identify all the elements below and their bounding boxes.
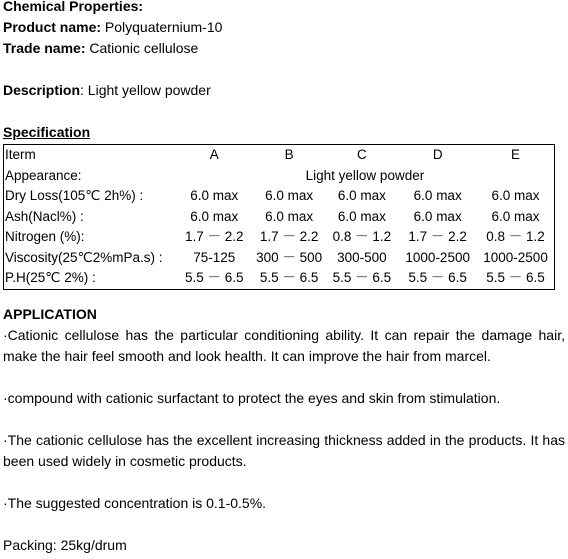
spec-appearance-value: Light yellow powder [305,167,425,183]
spec-row-nitrogen [4,227,555,248]
spec-row-label: Appearance: [5,167,82,183]
specification-table [3,144,555,290]
spec-cell: 1000-2500 [483,249,548,265]
spacer [3,101,565,122]
spacer [3,514,565,535]
document-page [3,0,565,556]
spec-cell: 6.0 max [491,188,540,204]
spec-cell: 300 － 500 [256,249,323,265]
description-value: : Light yellow powder [80,82,211,98]
application-paragraph: ·The suggested concentration is 0.1-0.5%. [3,494,267,511]
chemical-properties-heading: Chemical Properties: [3,0,144,14]
spec-row-ph [4,268,555,289]
spec-row-appearance [4,166,555,187]
spec-cell: 0.8 － 1.2 [486,229,545,245]
spec-header-label: Iterm [5,147,36,163]
spec-cell: 5.5 － 6.5 [185,270,244,286]
spacer [3,409,565,430]
trade-name-label: Trade name: [3,40,86,56]
spec-cell: 1000-2500 [405,249,470,265]
spec-cell: 5.5 － 6.5 [259,270,319,286]
spec-cell: 5.5 － 6.5 [486,270,545,286]
spacer [3,367,565,388]
spec-cell: 1.7 － 2.2 [408,229,467,245]
spec-cell: 6.0 max [190,208,239,224]
spec-cell: 1.7 － 2.2 [185,229,244,245]
spec-cell: 5.5 － 6.5 [332,270,392,286]
spec-cell: 6.0 max [190,188,239,204]
description-line [3,80,565,101]
spec-cell: 1.7 － 2.2 [259,229,319,245]
application-paragraph: ·Cationic cellulose has the particular conditioning ability. It can repair the damage hair, make the hair feel smooth and look health. It can improve the hair from marcel. [3,326,565,364]
spec-row-label: P.H(25℃ 2%) : [5,270,96,286]
product-name-value: Polyquaternium-10 [101,19,223,35]
spec-cell: 300-500 [337,249,387,265]
spec-cell: 6.0 max [265,188,314,204]
spec-cell: 6.0 max [413,208,462,224]
spec-row-label: Nitrogen (%): [5,229,85,245]
spec-column-c: C [357,147,367,163]
spec-column-e: E [511,147,521,163]
specification-heading: Specification [3,124,91,140]
application-paragraph: ·compound with cationic surfactant to protect the eyes and skin from stimulation. [3,389,501,406]
spec-column-b: B [284,147,294,163]
spec-row-label: Viscosity(25℃2%mPa.s) : [5,249,163,265]
spec-cell: 75-125 [193,249,236,265]
spec-cell: 5.5 － 6.5 [408,270,467,286]
trade-name-value: Cationic cellulose [85,40,199,56]
spec-header-row [4,145,555,166]
spec-column-d: D [432,147,443,163]
spacer [3,472,565,493]
spec-column-a: A [209,147,219,163]
application-paragraph: ·The cationic cellulose has the excellent increasing thickness added in the products. It has been used widely in cosmetic products. [3,431,565,469]
spec-row-viscosity [4,248,555,269]
spec-cell: 6.0 max [413,188,462,204]
spec-cell: 6.0 max [337,188,386,204]
spec-cell: 0.8 － 1.2 [332,229,392,245]
spacer [3,59,565,80]
spec-row-ash [4,207,555,228]
packing-line: Packing: 25kg/drum [3,536,127,553]
spec-row-dry-loss [4,186,555,207]
spec-row-label: Dry Loss(105℃ 2h%) : [5,188,144,204]
product-name-line [3,17,565,38]
spec-cell: 6.0 max [265,208,314,224]
spec-cell: 6.0 max [337,208,386,224]
trade-name-line [3,38,565,59]
description-label: Description [3,82,81,98]
spec-cell: 6.0 max [491,208,540,224]
product-name-label: Product name: [3,19,102,35]
application-heading: APPLICATION [3,305,97,322]
spec-row-label: Ash(Nacl%) : [5,208,84,224]
